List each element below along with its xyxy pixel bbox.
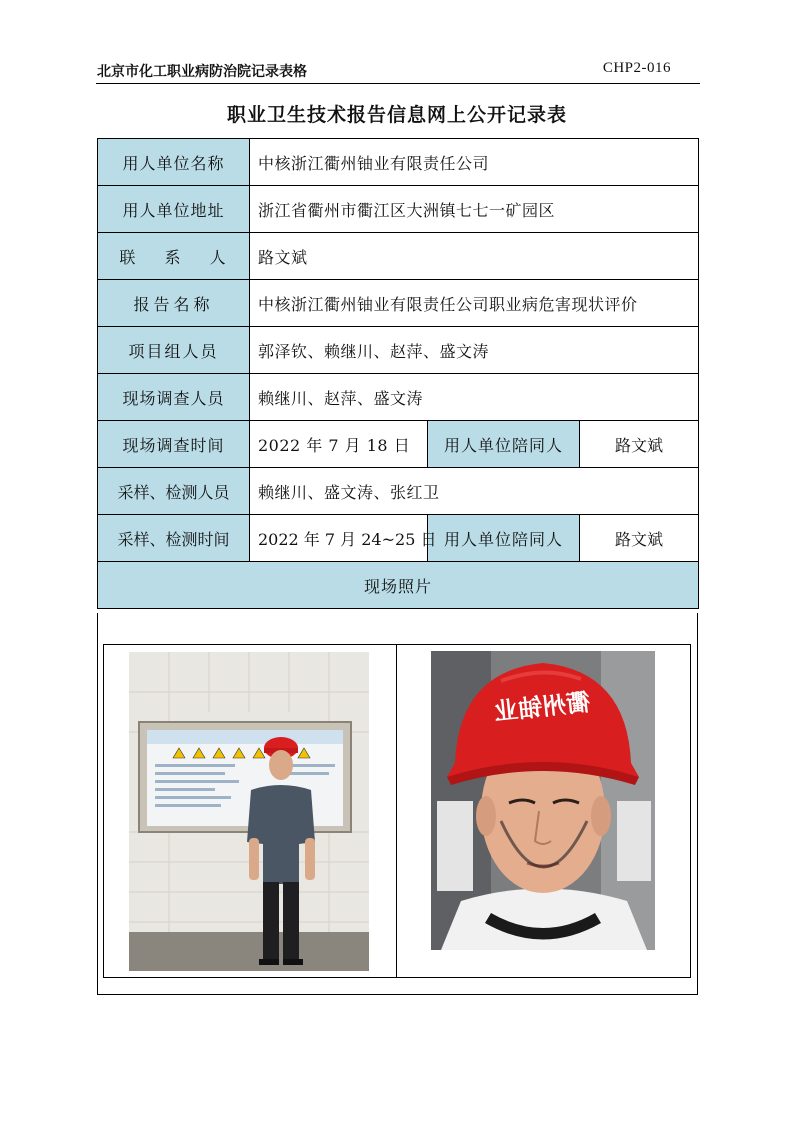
- value-survey-companion: 路文斌: [580, 421, 699, 468]
- row-unit-name: [98, 139, 699, 186]
- photo-worker-helmet: [431, 651, 655, 950]
- row-photo-heading: [98, 562, 699, 609]
- row-sampling-time: [98, 515, 699, 562]
- header-org: 北京市化工职业病防治院记录表格: [97, 64, 307, 80]
- row-unit-address: [98, 186, 699, 233]
- value-report-name: 中核浙江衢州铀业有限责任公司职业病危害现状评价: [250, 280, 699, 327]
- header-rule: [96, 83, 700, 84]
- row-survey-staff: [98, 374, 699, 421]
- value-sampling-staff: 赖继川、盛文涛、张红卫: [250, 468, 699, 515]
- photo-worker-standing: [129, 652, 369, 971]
- label-sampling-time: 采样、检测时间: [98, 515, 250, 562]
- label-unit-address: 用人单位地址: [98, 186, 250, 233]
- row-sampling-staff: [98, 468, 699, 515]
- label-survey-staff: 现场调查人员: [98, 374, 250, 421]
- row-team: [98, 327, 699, 374]
- header-code: CHP2-016: [602, 60, 671, 76]
- label-contact: 联 系 人: [98, 233, 250, 280]
- label-survey-companion: 用人单位陪同人: [428, 421, 580, 468]
- row-survey-time: [98, 421, 699, 468]
- value-team: 郭泽钦、赖继川、赵萍、盛文涛: [250, 327, 699, 374]
- value-contact: 路文斌: [250, 233, 699, 280]
- value-unit-address: 浙江省衢州市衢江区大洲镇七七一矿园区: [250, 186, 699, 233]
- row-report-name: [98, 280, 699, 327]
- helmet-lettering: 衢州铀业: [492, 688, 592, 726]
- photo-frame: [103, 644, 691, 978]
- label-sampling-staff: 采样、检测人员: [98, 468, 250, 515]
- photo-heading: 现场照片: [98, 562, 699, 609]
- record-table: [97, 138, 699, 609]
- label-survey-time: 现场调查时间: [98, 421, 250, 468]
- label-unit-name: 用人单位名称: [98, 139, 250, 186]
- value-sampling-companion: 路文斌: [580, 515, 699, 562]
- value-survey-staff: 赖继川、赵萍、盛文涛: [250, 374, 699, 421]
- row-contact: [98, 233, 699, 280]
- value-sampling-time: 2022 年 7 月 24~25 日: [250, 515, 428, 562]
- photo-section: [97, 613, 698, 995]
- label-report-name: 报告名称: [98, 280, 250, 327]
- label-team: 项目组人员: [98, 327, 250, 374]
- value-unit-name: 中核浙江衢州铀业有限责任公司: [250, 139, 699, 186]
- label-sampling-companion: 用人单位陪同人: [428, 515, 580, 562]
- value-survey-time: 2022 年 7 月 18 日: [250, 421, 428, 468]
- page-title: 职业卫生技术报告信息网上公开记录表: [226, 104, 567, 126]
- photo-divider: [396, 645, 397, 977]
